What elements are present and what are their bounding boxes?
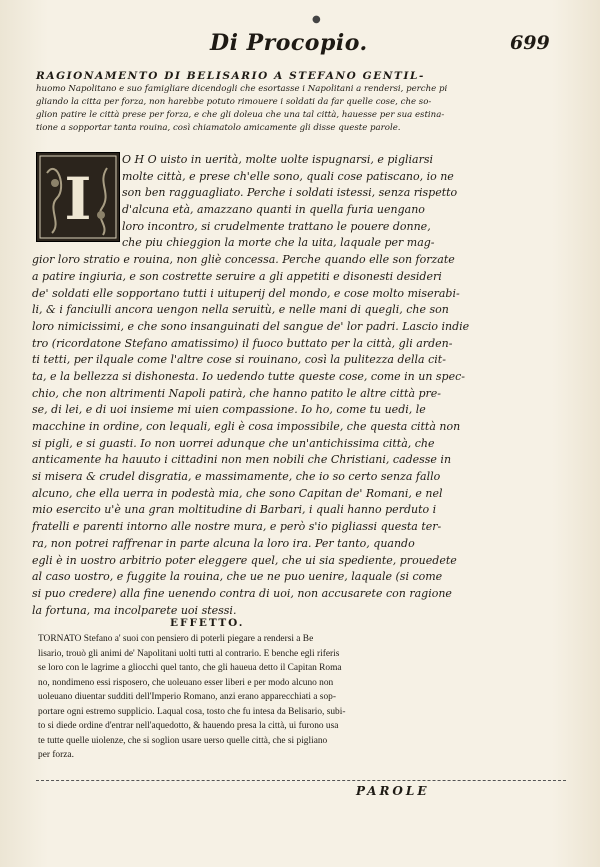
page-header — [0, 30, 600, 66]
text-line: de' soldati elle sopportano tutti i uituperij del mondo, e cose molto miserabi- — [32, 286, 460, 300]
text-line: se, di lei, e di uoi insieme mi uien compassione. Io ho, come tu uedi, le — [32, 403, 426, 417]
running-title: Di Procopio. — [210, 30, 368, 56]
text-line: li, & i fanciulli ancora uengon nella seruitù, e nelle mani di quegli, che son — [32, 303, 449, 317]
text-line: al caso uostro, e fuggite la rouina, che ue ne puo uenire, laquale (si come — [32, 570, 443, 584]
main-text — [32, 152, 570, 619]
section-heading: EFFETTO. — [170, 617, 245, 629]
text-line: che piu chieggion la morte che la uita, laquale per mag- — [122, 236, 435, 250]
caption-line: huomo Napolitano e suo famigliare dicendogli che esortasse i Napolitani a rendersi, perche pi — [36, 84, 448, 94]
text-line: anticamente ha hauuto i cittadini non men nobili che Christiani, cadesse in — [32, 453, 452, 467]
text-line: gior loro stratio e rouina, non gliè concessa. Perche quando elle son forzate — [32, 253, 455, 267]
effect-line: TORNATO Stefano a' suoi con pensiero di poterli piegare a rendersi a Be — [38, 634, 314, 644]
catchword: PAROLE — [356, 784, 430, 798]
initial-letter: I — [64, 165, 92, 233]
effect-line: se loro con le lagrime a gliocchi quel tanto, che gli haueua detto il Capitan Roma — [38, 663, 342, 673]
text-line: chio, che non altrimenti Napoli patirà, che hanno patito le altre città pre- — [32, 386, 442, 400]
divider — [36, 780, 566, 782]
effect-line: lisario, trouò gli animi de' Napolitani uolti tutti al contrario. E benche egli riferis — [38, 648, 340, 659]
effect-paragraph — [38, 632, 568, 763]
text-line: si misera & crudel disgratia, e massimamente, che io so certo senza fallo — [32, 470, 441, 484]
text-line: si pigli, e si guasti. Io non uorrei adunque che un'antichissima città, che — [32, 436, 435, 450]
page-number: 699 — [510, 32, 550, 54]
text-line: molte città, e prese ch'elle sono, quali cose patiscano, io ne — [122, 169, 454, 183]
effect-line: to si diede ordine d'entrar nell'aquedotto, & hauendo presa la città, ui furono usa — [38, 721, 339, 731]
caption-line: RAGIONAMENTO DI BELISARIO A STEFANO GENTIL- — [36, 70, 425, 82]
effect-line: no, nondimeno essi risposero, che uoleuano esser liberi e per modo alcuno non — [38, 677, 334, 688]
caption-line: tione a sopportar tanta rouina, così chiamatolo amicamente gli disse queste parole. — [36, 123, 401, 133]
text-line: a patire ingiuria, e son costrette seruire a gli appetiti e disonesti desideri — [32, 269, 442, 283]
caption-line: gliando la citta per forza, non harebbe potuto rimouere i soldati da far quelle cose, che so- — [36, 97, 432, 107]
text-line: ti tetti, per ilquale come l'altre cose si rouinano, così la pulitezza della cit- — [32, 353, 446, 367]
text-line: fratelli e parenti intorno alle nostre mura, e però s'io pigliassi questa ter- — [32, 520, 442, 534]
text-line: ra, non potrei raffrenar in parte alcuna la loro ira. Per tanto, quando — [32, 536, 415, 550]
caption-line: glion patire le città prese per forza, e che gli doleua che una tal città, hauesse per sua estina- — [36, 110, 445, 120]
text-line: loro incontro, si crudelmente trattano le pouere donne, — [122, 219, 431, 233]
text-line: mio esercito u'è una gran moltitudine di Barbari, i quali hanno perduto i — [32, 503, 437, 517]
text-line: si puo credere) alla fine uenendo contra di uoi, non accusarete con ragione — [32, 586, 452, 600]
ornament-dot: ● — [312, 14, 321, 25]
text-line: son ben ragguagliato. Perche i soldati istessi, senza rispetto — [122, 186, 458, 200]
effect-line: te tutte quelle uiolenze, che si soglion usare uerso quelle città, che si pigliano — [38, 735, 328, 746]
text-line: d'alcuna età, amazzano quanti in quella furia uengano — [122, 203, 425, 217]
effect-line: uoleuano diuentar sudditi dell'Imperio Romano, anzi erano apparecchiati a sop- — [38, 692, 336, 702]
text-line: egli è in uostro arbitrio poter eleggere quel, che ui sia spediente, prouedete — [32, 553, 457, 567]
text-line: ta, e la bellezza si dishonesta. Io uedendo tutte queste cose, come in un spec- — [32, 369, 465, 383]
effect-line: per forza. — [38, 750, 74, 760]
effect-line: portare ogni estremo supplicio. Laqual cosa, tosto che fu intesa da Belisario, subi- — [38, 706, 346, 717]
text-line: la fortuna, ma incolparete uoi stessi. — [32, 603, 237, 617]
text-line: tro (ricordatone Stefano amatissimo) il fuoco buttato per la città, gli arden- — [32, 336, 453, 350]
text-line: alcuno, che ella uerra in podestà mia, che sono Capitan de' Romani, e nel — [32, 486, 443, 500]
text-line: loro nimicissimi, e che sono insanguinati del sangue de' lor padri. Lascio indie — [32, 319, 470, 333]
text-line: macchine in ordine, con lequali, egli è cosa impossibile, che questa città non — [32, 420, 461, 433]
chapter-caption — [36, 70, 544, 135]
text-line: O H O uisto in uerità, molte uolte ispugnarsi, e pigliarsi — [122, 153, 434, 166]
